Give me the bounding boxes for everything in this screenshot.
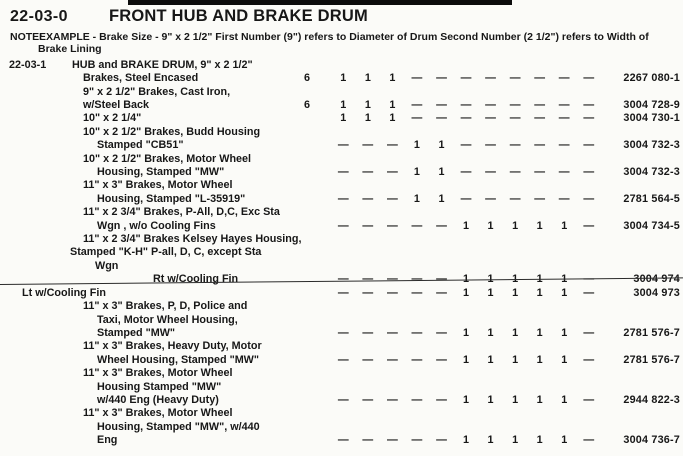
value-cell: — [362, 393, 374, 406]
parts-table [0, 59, 683, 448]
description-line: 11" x 3" Brakes, Motor Wheel [83, 407, 233, 420]
value-cell: — [485, 192, 496, 205]
value-cell: — [558, 112, 570, 125]
value-cell: — [583, 286, 595, 299]
value-cell: 1 [413, 166, 420, 179]
row-description [0, 112, 296, 125]
description-line: 9" x 2 1/2" Brakes, Cast Iron, [83, 85, 231, 98]
value-cell: 1 [487, 434, 494, 447]
value-cell: 1 [463, 393, 470, 406]
note-block [0, 31, 683, 56]
row-description [0, 126, 296, 153]
value-cell: — [583, 273, 595, 286]
value-cell: — [534, 166, 546, 179]
value-cell: 1 [340, 99, 347, 112]
value-cell: — [583, 353, 595, 366]
value-cell: 1 [463, 286, 470, 299]
table-row [0, 112, 683, 125]
value-cell: — [411, 72, 423, 85]
value-cell: — [460, 99, 472, 112]
description-line: Rt w/Cooling Fin [153, 273, 239, 286]
value-cell: 1 [561, 273, 568, 286]
value-cell: — [460, 192, 472, 205]
value-cell: — [436, 434, 447, 447]
value-cell: — [583, 166, 595, 179]
part-number: 3004 728-9 [623, 99, 680, 112]
part-number: 3004 736-7 [623, 434, 680, 447]
value-cell: 1 [512, 393, 519, 406]
table-row [0, 287, 683, 300]
value-cells [331, 220, 601, 233]
table-row [0, 179, 683, 206]
value-cell: — [534, 139, 546, 152]
table-row [0, 206, 683, 233]
value-cell: — [386, 326, 398, 339]
value-cell: 1 [561, 434, 568, 447]
value-cell: — [411, 326, 423, 339]
value-cell: 1 [561, 286, 568, 299]
value-cell: — [411, 353, 423, 366]
value-cell: — [337, 192, 349, 205]
value-cell: 1 [512, 434, 519, 447]
row-description [0, 72, 296, 85]
note-label: NOTE: [10, 31, 43, 43]
qty-cell: 6 [303, 99, 310, 112]
value-cell: — [509, 192, 521, 205]
row-description [0, 179, 296, 206]
value-cell: 1 [512, 353, 519, 366]
value-cell: — [509, 72, 521, 85]
value-cell: — [509, 139, 521, 152]
value-cell: — [362, 286, 374, 299]
description-line: Wgn , w/o Cooling Fins [97, 219, 216, 232]
value-cell: 1 [536, 393, 543, 406]
part-number: 2944 822-3 [623, 393, 680, 406]
value-cell: 1 [463, 326, 470, 339]
value-cell: 1 [438, 166, 445, 179]
value-cell: — [411, 434, 423, 447]
value-cell: — [337, 219, 349, 232]
table-row [0, 153, 683, 180]
value-cell: — [362, 219, 374, 232]
value-cell: — [534, 72, 546, 85]
value-cell: — [460, 112, 472, 125]
value-cell: — [558, 192, 570, 205]
value-cell: 1 [463, 434, 470, 447]
table-row [0, 340, 683, 367]
description-line: 11" x 3" Brakes, P, D, Police and [83, 300, 248, 313]
row-description [0, 86, 296, 113]
value-cell: — [386, 353, 398, 366]
value-cells [331, 287, 601, 300]
table-row [0, 273, 683, 286]
value-cell: — [485, 112, 496, 125]
value-cell: — [583, 99, 595, 112]
value-cell: 1 [389, 112, 396, 125]
description-line: 10" x 2 1/4" [83, 112, 142, 125]
description-line: 11" x 3" Brakes, Motor Wheel [83, 367, 233, 380]
value-cell: — [386, 219, 398, 232]
value-cell: — [583, 72, 595, 85]
value-cell: — [411, 286, 423, 299]
value-cell: 1 [561, 219, 568, 232]
description-line: w/Steel Back [83, 99, 150, 112]
value-cell: — [558, 166, 570, 179]
value-cell: — [337, 393, 349, 406]
value-cell: — [583, 434, 595, 447]
description-line: Wheel Housing, Stamped "MW" [97, 353, 259, 366]
value-cell: — [558, 139, 570, 152]
value-cell: — [534, 112, 546, 125]
description-line: Housing, Stamped "MW", w/440 [97, 420, 260, 433]
value-cell: — [337, 273, 349, 286]
row-description [0, 273, 296, 286]
value-cell: 1 [340, 72, 347, 85]
table-row [0, 233, 683, 273]
value-cell: — [460, 166, 472, 179]
row-description [0, 206, 296, 233]
value-cell: — [411, 273, 423, 286]
value-cell: — [436, 393, 447, 406]
value-cell: — [436, 353, 447, 366]
part-number: 2781 576-7 [623, 353, 680, 366]
value-cell: — [509, 166, 521, 179]
part-number: 3004 973 [633, 286, 680, 299]
value-cell: — [337, 434, 349, 447]
value-cell: — [534, 99, 546, 112]
value-cell: — [362, 166, 374, 179]
part-number: 3004 734-5 [623, 219, 680, 232]
value-cell: 1 [340, 112, 347, 125]
value-cell: — [362, 139, 374, 152]
table-row [0, 86, 683, 113]
qty-cell: 6 [303, 72, 310, 85]
value-cell: 1 [487, 353, 494, 366]
value-cells [331, 99, 601, 112]
value-cell: 1 [536, 273, 543, 286]
value-cells [331, 193, 601, 206]
value-cell: — [460, 72, 472, 85]
part-number: 2267 080-1 [623, 72, 680, 85]
value-cell: — [362, 353, 374, 366]
value-cell: — [460, 139, 472, 152]
description-line: 10" x 2 1/2" Brakes, Budd Housing [83, 125, 261, 138]
value-cell: 1 [561, 326, 568, 339]
description-line: Stamped "MW" [97, 326, 176, 339]
description-line: Housing, Stamped "MW" [97, 166, 225, 179]
value-cells [331, 72, 601, 85]
value-cell: — [436, 286, 447, 299]
description-line: 10" x 2 1/2" Brakes, Motor Wheel [83, 152, 252, 165]
part-number: 3004 732-3 [623, 139, 680, 152]
value-cell: 1 [364, 99, 371, 112]
value-cell: — [337, 326, 349, 339]
group-header-row [0, 59, 683, 72]
value-cells [331, 139, 601, 152]
description-line: Housing, Stamped "L-35919" [97, 192, 246, 205]
value-cell: 1 [536, 326, 543, 339]
value-cell: — [411, 99, 423, 112]
part-number: 2781 576-7 [623, 326, 680, 339]
value-cell: 1 [512, 326, 519, 339]
value-cell: 1 [561, 353, 568, 366]
value-cell: — [558, 99, 570, 112]
part-number: 3004 974 [633, 273, 680, 286]
row-description [0, 153, 296, 180]
row-description [0, 407, 296, 447]
value-cell: — [386, 139, 398, 152]
value-cell: — [485, 139, 496, 152]
value-cell: — [386, 192, 398, 205]
value-cell: — [485, 166, 496, 179]
description-line: Lt w/Cooling Fin [22, 286, 106, 299]
value-cell: 1 [536, 353, 543, 366]
value-cell: — [583, 393, 595, 406]
page-title: FRONT HUB AND BRAKE DRUM [108, 7, 368, 25]
value-cell: 1 [438, 192, 445, 205]
row-description [0, 340, 296, 367]
value-cell: 1 [487, 286, 494, 299]
value-cell: — [386, 273, 398, 286]
part-number: 3004 730-1 [623, 112, 680, 125]
value-cell: 1 [463, 219, 470, 232]
group-ref: 22-03-1 [9, 58, 47, 71]
table-row [0, 126, 683, 153]
row-description [0, 233, 302, 273]
value-cell: 1 [512, 273, 519, 286]
value-cell: 1 [487, 273, 494, 286]
value-cell: 1 [487, 326, 494, 339]
description-line: 11" x 3" Brakes, Motor Wheel [83, 179, 233, 192]
value-cell: — [386, 286, 398, 299]
description-line: Stamped "K-H" P-all, D, C, except Sta [70, 246, 262, 259]
value-cells [331, 112, 601, 125]
value-cells [331, 434, 601, 447]
value-cell: — [411, 112, 423, 125]
table-row [0, 407, 683, 447]
row-description [0, 287, 296, 300]
description-line: 11" x 2 3/4" Brakes Kelsey Hayes Housing, [83, 233, 302, 246]
note-line-2: Brake Lining [38, 43, 102, 56]
description-line: 11" x 2 3/4" Brakes, P-All, D,C, Exc Sta [83, 206, 280, 219]
value-cell: 1 [463, 273, 470, 286]
value-cell: 1 [389, 72, 396, 85]
value-cell: 1 [512, 286, 519, 299]
value-cell: — [362, 273, 374, 286]
part-number: 3004 732-3 [623, 166, 680, 179]
value-cell: 1 [512, 219, 519, 232]
value-cell: 1 [487, 219, 494, 232]
value-cell: — [583, 192, 595, 205]
value-cell: — [509, 112, 521, 125]
table-row [0, 367, 683, 407]
value-cell: — [558, 72, 570, 85]
value-cell: — [362, 434, 374, 447]
value-cell: — [436, 326, 447, 339]
value-cell: — [411, 219, 423, 232]
value-cell: — [436, 99, 447, 112]
value-cell: — [485, 99, 496, 112]
value-cell: — [337, 353, 349, 366]
description-line: Taxi, Motor Wheel Housing, [97, 313, 238, 326]
section-number: 22-03-0 [10, 8, 68, 25]
table-row [0, 300, 683, 340]
value-cells [331, 327, 601, 340]
value-cell: — [583, 139, 595, 152]
value-cell: 1 [561, 393, 568, 406]
value-cell: — [534, 192, 546, 205]
value-cell: 1 [536, 434, 543, 447]
value-cell: 1 [413, 192, 420, 205]
value-cell: 1 [463, 353, 470, 366]
value-cells [331, 354, 601, 367]
top-rule [128, 0, 512, 5]
value-cell: 1 [536, 286, 543, 299]
description-line: w/440 Eng (Heavy Duty) [97, 393, 219, 406]
value-cell: — [386, 393, 398, 406]
description-line: Housing Stamped "MW" [97, 380, 222, 393]
note-line-1: EXAMPLE - Brake Size - 9" x 2 1/2" First Number (9") refers to Diameter of Drum Second Number (2 1/2") refers to Width of [39, 31, 649, 43]
value-cell: — [386, 434, 398, 447]
row-description [0, 367, 296, 407]
value-cell: — [362, 192, 374, 205]
description-line: Wgn [95, 259, 119, 272]
value-cell: 1 [536, 219, 543, 232]
value-cell: — [583, 326, 595, 339]
value-cell: — [337, 166, 349, 179]
value-cell: 1 [389, 99, 396, 112]
table-row [0, 72, 683, 85]
group-title: HUB and BRAKE DRUM, 9" x 2 1/2" [72, 58, 253, 71]
description-line: 11" x 3" Brakes, Heavy Duty, Motor [83, 340, 262, 353]
value-cell: 1 [487, 393, 494, 406]
value-cell: — [436, 219, 447, 232]
value-cell: — [337, 139, 349, 152]
value-cell: — [386, 166, 398, 179]
description-line: Stamped "CB51" [97, 139, 184, 152]
value-cell: — [362, 326, 374, 339]
row-description [0, 300, 296, 340]
value-cell: — [583, 219, 595, 232]
value-cell: — [436, 72, 447, 85]
value-cells [331, 166, 601, 179]
value-cell: — [583, 112, 595, 125]
value-cells [331, 394, 601, 407]
value-cell: 1 [438, 139, 445, 152]
description-line: Brakes, Steel Encased [83, 72, 199, 85]
part-number: 2781 564-5 [623, 192, 680, 205]
description-line: Eng [97, 434, 118, 447]
value-cell: — [411, 393, 423, 406]
value-cell: 1 [364, 72, 371, 85]
value-cell: — [436, 273, 447, 286]
value-cell: 1 [364, 112, 371, 125]
value-cell: — [509, 99, 521, 112]
value-cell: — [436, 112, 447, 125]
value-cell: — [485, 72, 496, 85]
value-cell: 1 [413, 139, 420, 152]
value-cell: — [337, 286, 349, 299]
